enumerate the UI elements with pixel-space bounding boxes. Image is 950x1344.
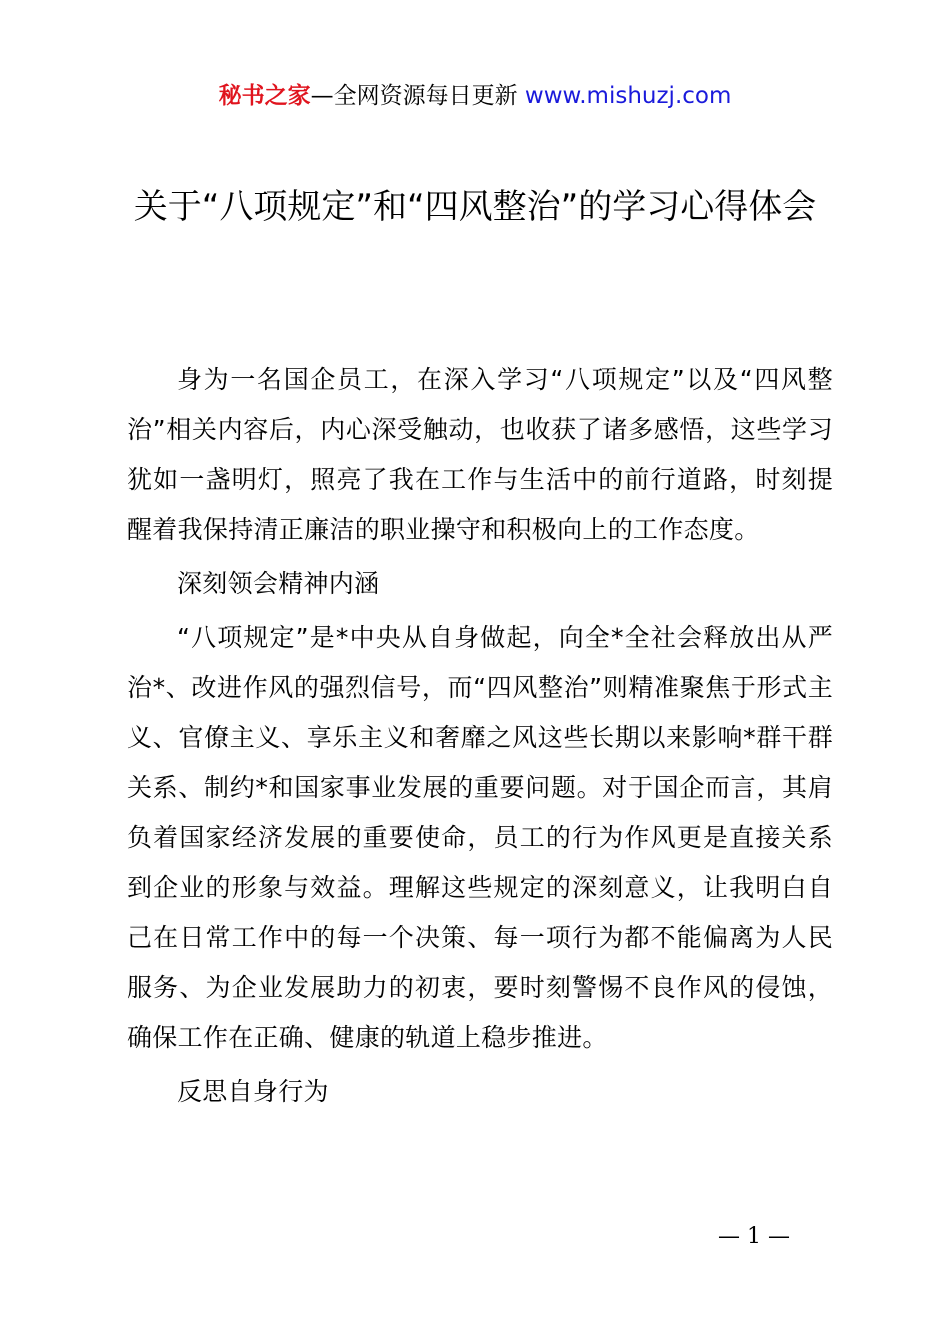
- site-url-link[interactable]: www.mishuzj.com: [524, 83, 732, 109]
- document-body: [127, 355, 833, 1121]
- page-number: — 1 —: [718, 1224, 790, 1249]
- body-paragraph: “八项规定”是*中央从自身做起，向全*全社会释放出从严治*、改进作风的强烈信号，而“四风整治”则精准聚焦于形式主义、官僚主义、享乐主义和奢靡之风这些长期以来影响*群干群关系、制约*和国家事业发展的重要问题。对于国企而言，其肩负着国家经济发展的重要使命，员工的行为作风更是直接关系到企业的形象与效益。理解这些规定的深刻意义，让我明白自己在日常工作中的每一个决策、每一项行为都不能偏离为人民服务、为企业发展助力的初衷，要时刻警惕不良作风的侵蚀，确保工作在正确、健康的轨道上稳步推进。: [127, 623, 833, 1052]
- document-title: 关于“八项规定”和“四风整治”的学习心得体会: [133, 187, 817, 227]
- intro-paragraph: 身为一名国企员工，在深入学习“八项规定”以及“四风整治”相关内容后，内心深受触动，也收获了诸多感悟，这些学习犹如一盏明灯，照亮了我在工作与生活中的前行道路，时刻提醒着我保持清正廉洁的职业操守和积极向上的工作态度。: [127, 365, 833, 544]
- section-heading: 反思自身行为: [177, 1077, 329, 1106]
- header-tagline: —全网资源每日更新: [310, 83, 518, 109]
- section-heading: 深刻领会精神内涵: [177, 569, 380, 598]
- brand-name: 秘书之家: [218, 83, 311, 109]
- site-header: [0, 80, 950, 112]
